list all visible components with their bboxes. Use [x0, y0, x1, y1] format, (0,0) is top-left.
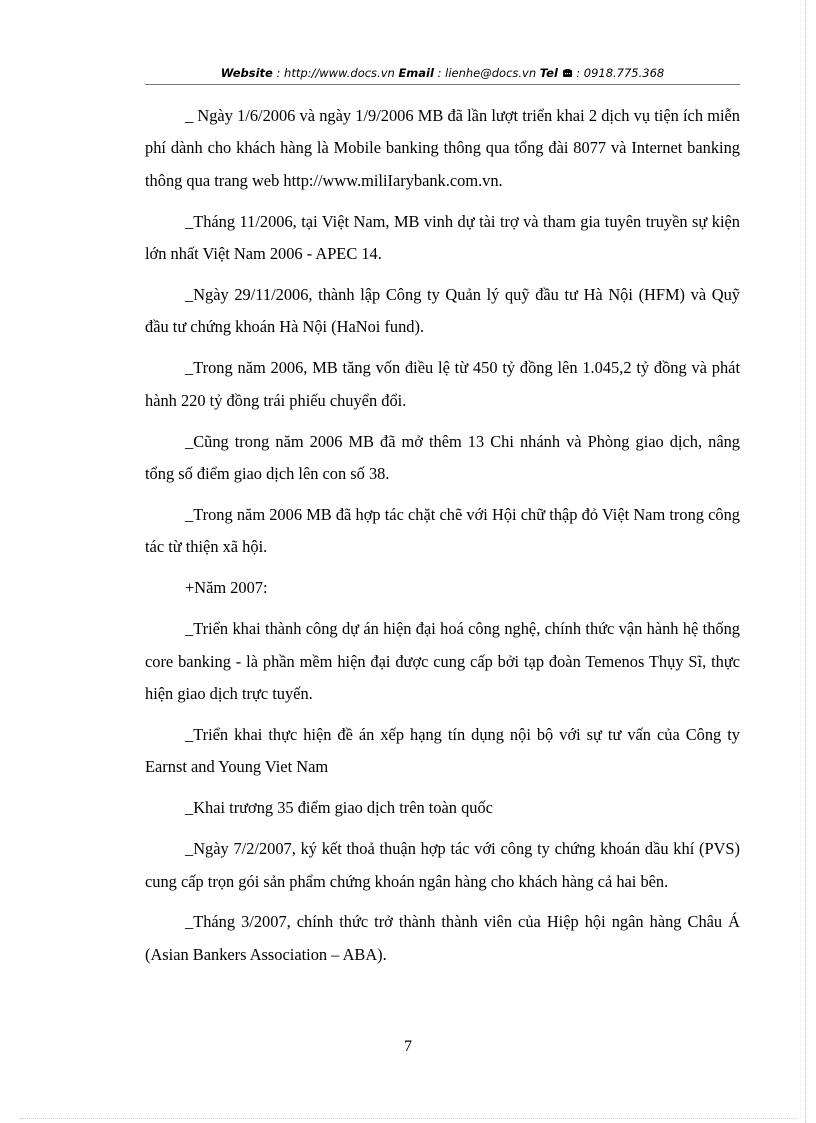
section-heading-2007: +Năm 2007: — [185, 578, 268, 598]
website-label: Website — [220, 66, 273, 80]
paragraph: _Triển khai thực hiện đề án xếp hạng tín dụng nội bộ với sự tư vấn của Công ty Earnst and Young Viet Nam — [145, 724, 740, 777]
tel-value: : 0918.775.368 — [572, 66, 665, 80]
paragraph: _Cũng trong năm 2006 MB đã mở thêm 13 Chi nhánh và Phòng giao dịch, nâng tổng số điểm giao dịch lên con số 38. — [145, 431, 740, 484]
paragraph: _Triển khai thành công dự án hiện đại hoá công nghệ, chính thức vận hành hệ thống core banking - là phần mềm hiện đại được cung cấp bởi tạp đoàn Temenos Thụy Sĩ, thực hiện giao dịch trực tuyến. — [145, 619, 740, 703]
paragraph: _Trong năm 2006, MB tăng vốn điều lệ từ 450 tỷ đồng lên 1.045,2 tỷ đồng và phát hành 220 tỷ đồng trái phiếu chuyển đổi. — [145, 358, 740, 410]
email-value: : lienhe@docs.vn — [433, 66, 540, 80]
paragraph: _Trong năm 2006 MB đã hợp tác chặt chẽ với Hội chữ thập đỏ Việt Nam trong công tác từ thiện xã hội. — [145, 504, 740, 557]
paragraph: _Khai trương 35 điểm giao dịch trên toàn quốc — [185, 798, 493, 818]
document-body — [145, 100, 740, 971]
page-header — [145, 66, 740, 81]
bank-url: http://www.miliIarybank.com.vn. — [283, 170, 503, 190]
email-label: Email — [398, 66, 434, 80]
paragraph: _Ngày 7/2/2007, ký kết thoả thuận hợp tác với công ty chứng khoán dầu khí (PVS) cung cấp trọn gói sản phẩm chứng khoán ngân hàng cho khách hàng cả hai bên. — [145, 839, 740, 891]
paragraph: _Tháng 3/2007, chính thức trở thành thành viên của Hiệp hội ngân hàng Châu Á (Asian Bankers Association – ABA). — [145, 912, 740, 964]
tel-label: Tel — [539, 66, 558, 80]
phone-icon — [562, 67, 573, 81]
paragraph — [145, 100, 740, 197]
website-value: : http://www.docs.vn — [272, 66, 399, 80]
header-divider — [145, 84, 740, 85]
page-boundary-right — [805, 0, 806, 1123]
paragraph: _Ngày 29/11/2006, thành lập Công ty Quản lý quỹ đầu tư Hà Nội (HFM) và Quỹ đầu tư chứng khoán Hà Nội (HaNoi fund). — [145, 285, 740, 337]
page-number: 7 — [404, 1038, 412, 1055]
paragraph-text: _ Ngày 1/6/2006 và ngày 1/9/2006 MB đã lần lượt triển khai 2 dịch vụ tiện ích miễn phí dành cho khách hàng là Mobile banking thông qua tổng đài 8077 và Internet banking thông qua trang web — [145, 106, 740, 190]
page-boundary-bottom — [20, 1118, 796, 1119]
paragraph: _Tháng 11/2006, tại Việt Nam, MB vinh dự tài trợ và tham gia tuyên truyền sự kiện lớn nhất Việt Nam 2006 - APEC 14. — [145, 211, 740, 264]
